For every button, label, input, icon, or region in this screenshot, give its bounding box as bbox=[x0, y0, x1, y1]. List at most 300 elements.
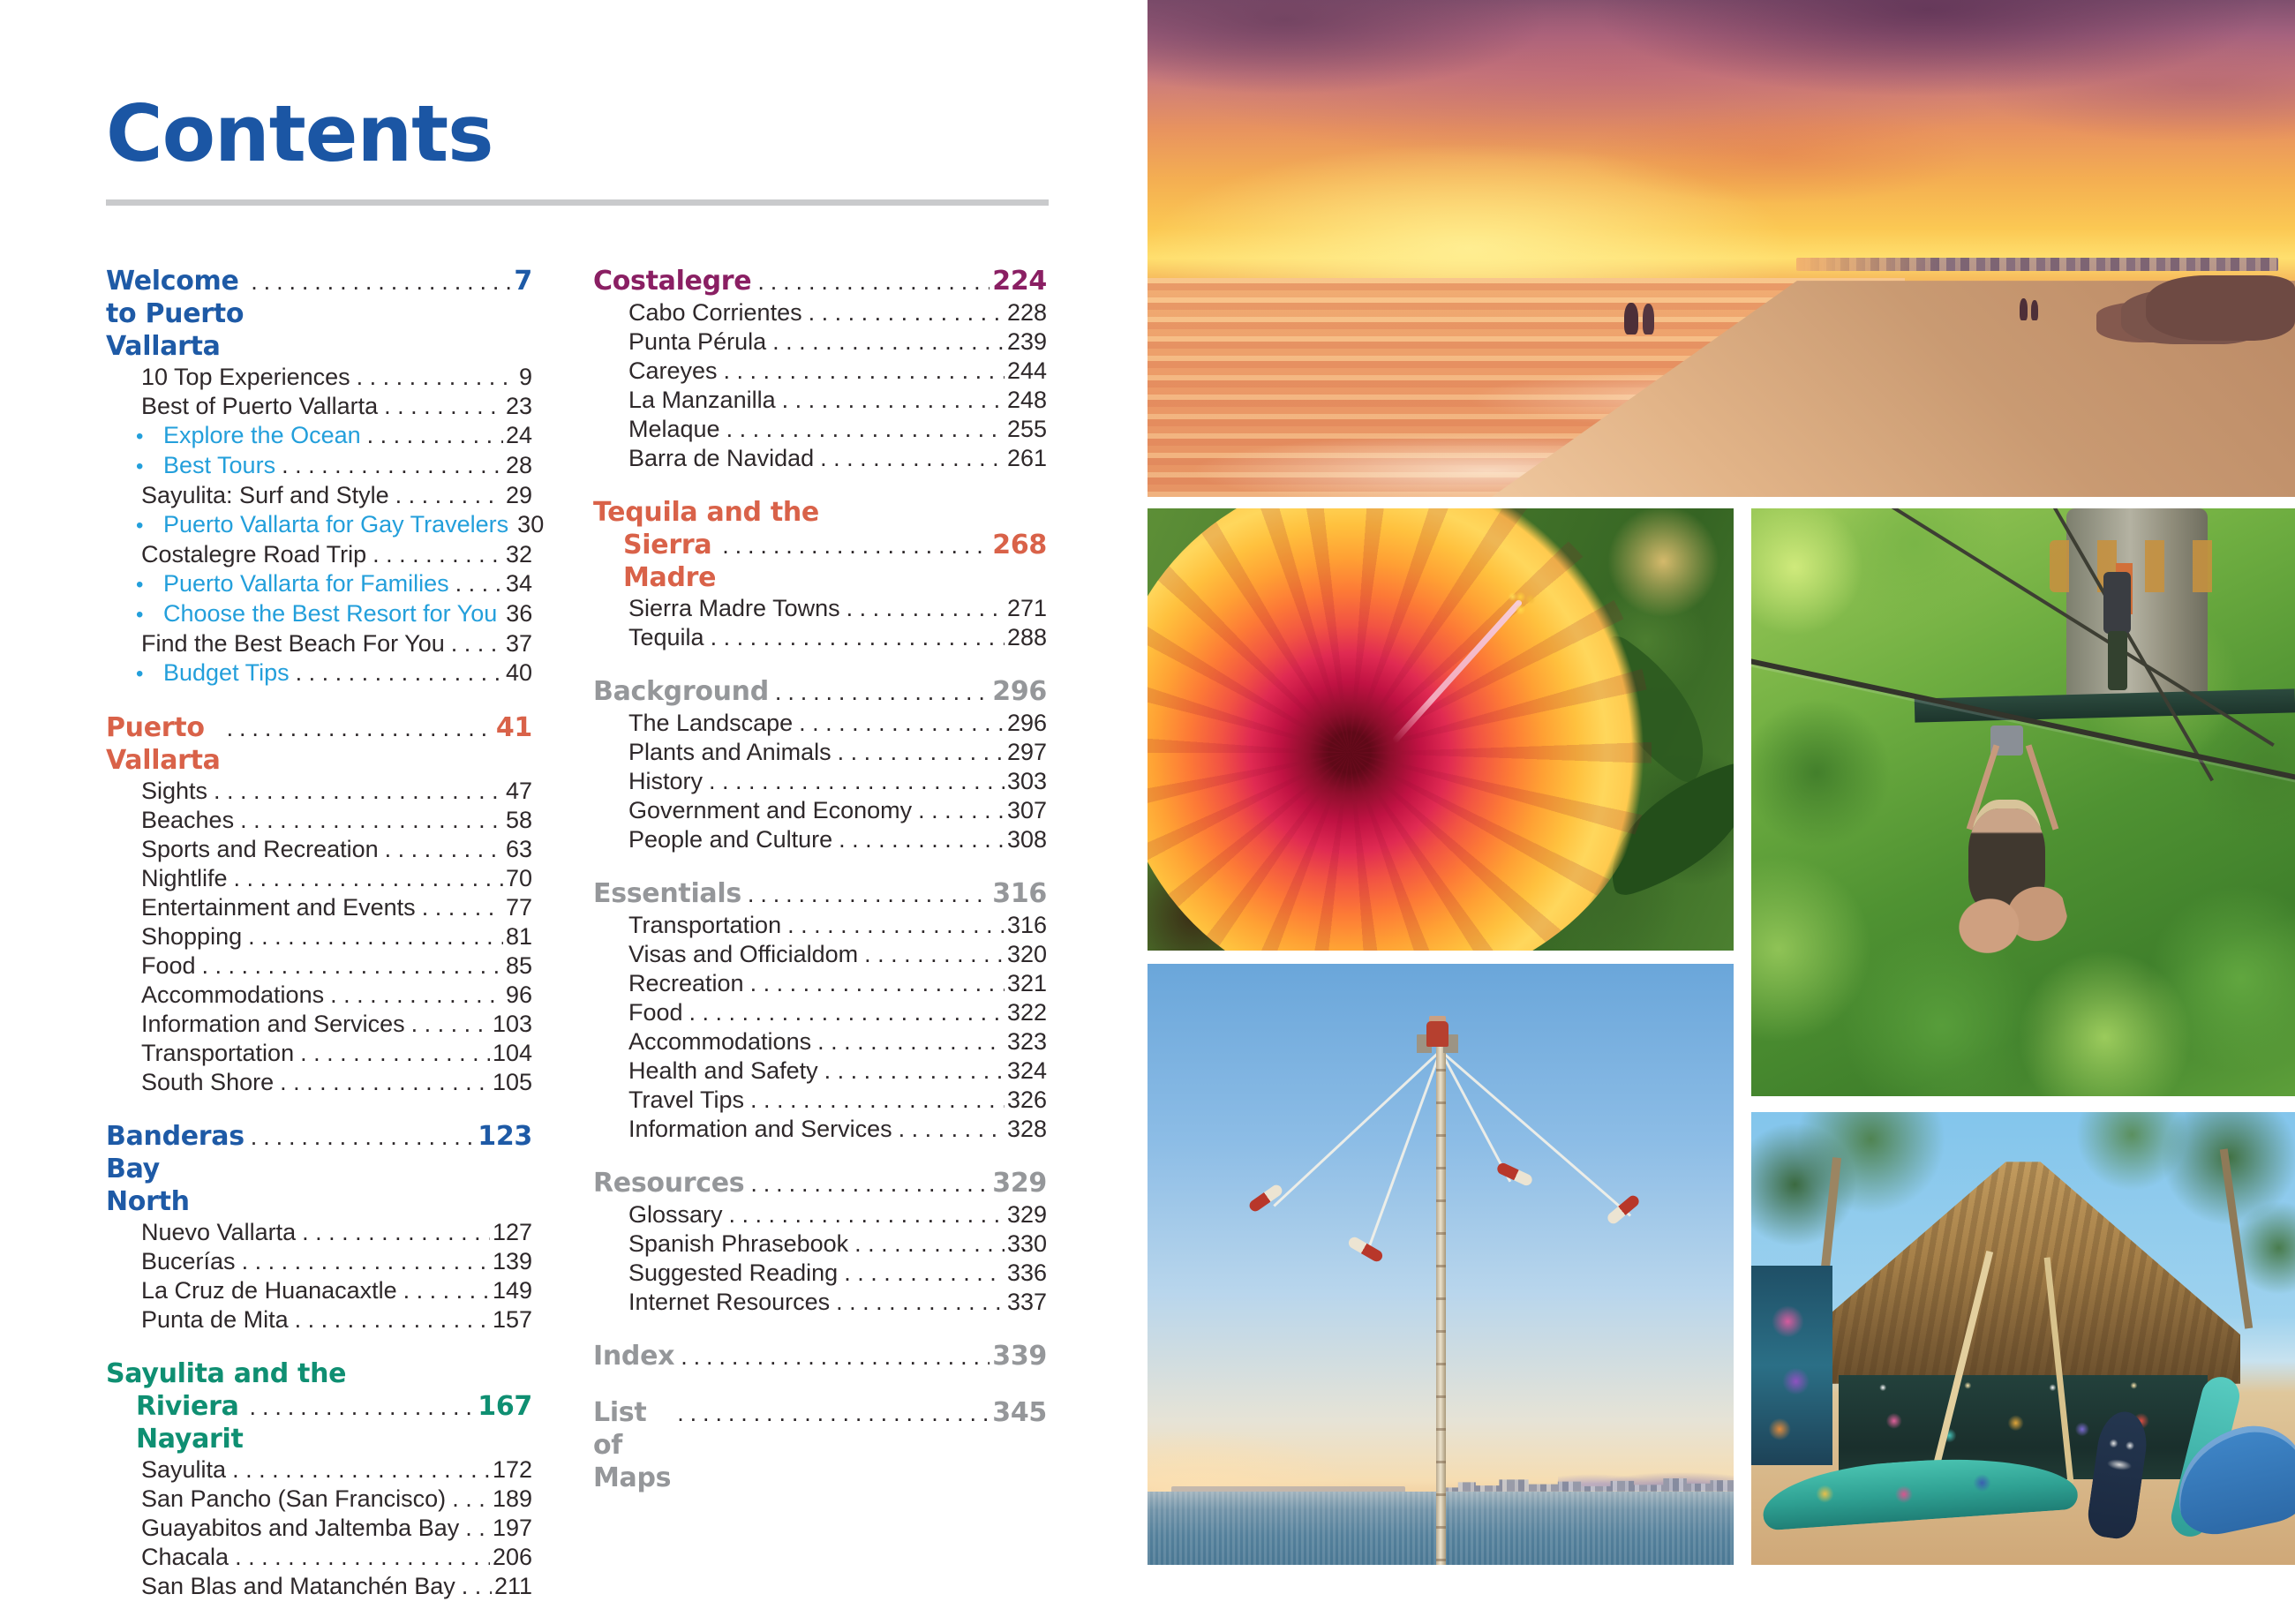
toc-entry-label: Cabo Corrientes bbox=[628, 299, 802, 326]
toc-entry-page-number: 172 bbox=[492, 1456, 532, 1483]
toc-entry bbox=[106, 835, 532, 864]
toc-entry-label: Barra de Navidad bbox=[628, 445, 815, 471]
toc-column-left bbox=[106, 265, 545, 1624]
dot-leader bbox=[234, 864, 503, 893]
toc-entry bbox=[106, 658, 532, 688]
toc-entry bbox=[106, 1068, 532, 1097]
bullet-icon: • bbox=[136, 603, 144, 627]
toc-entry-page-number: 96 bbox=[505, 981, 532, 1008]
toc-entry bbox=[593, 1056, 1047, 1086]
toc-heading-page-number: 41 bbox=[495, 712, 532, 743]
colorful-mural-wall bbox=[1751, 1266, 1832, 1465]
toc-entry bbox=[593, 298, 1047, 327]
flyer-figure bbox=[1247, 1183, 1284, 1214]
toc-entry bbox=[106, 481, 532, 510]
toc-entry-page-number: 329 bbox=[1006, 1201, 1047, 1228]
toc-entry-label: Sayulita bbox=[141, 1456, 227, 1483]
toc-heading-page-number: 316 bbox=[992, 878, 1047, 909]
toc-entry-label: Transportation bbox=[628, 912, 782, 938]
toc-entry bbox=[593, 825, 1047, 854]
toc-entry bbox=[593, 1200, 1047, 1229]
toc-heading-label: List of Maps bbox=[593, 1397, 672, 1493]
flyer-rope bbox=[1365, 1050, 1441, 1255]
toc-entry bbox=[106, 1305, 532, 1335]
toc-entry-label: Transportation bbox=[141, 1040, 295, 1066]
toc-entry bbox=[106, 1010, 532, 1039]
toc-entry bbox=[106, 510, 545, 540]
toc-entry-label: Bucerías bbox=[141, 1248, 236, 1274]
dot-leader bbox=[809, 298, 1005, 327]
title-divider bbox=[106, 199, 1049, 206]
toc-entry-page-number: 127 bbox=[492, 1219, 532, 1245]
toc-entry-label: San Blas and Matanchén Bay bbox=[141, 1573, 455, 1599]
dot-leader bbox=[455, 569, 503, 598]
toc-entry bbox=[593, 1229, 1047, 1259]
dot-leader bbox=[677, 1397, 989, 1430]
toc-entry-page-number: 307 bbox=[1006, 797, 1047, 823]
toc-entry-page-number: 297 bbox=[1006, 739, 1047, 765]
toc-heading-label: Puerto Vallarta bbox=[106, 712, 221, 776]
toc-entry-page-number: 23 bbox=[505, 393, 532, 419]
toc-entry-label: Nuevo Vallarta bbox=[141, 1219, 297, 1245]
toc-heading bbox=[593, 1396, 1047, 1494]
toc-heading-page-number: 345 bbox=[992, 1397, 1047, 1428]
dot-leader bbox=[824, 1056, 1005, 1086]
toc-entry-label: Health and Safety bbox=[628, 1057, 818, 1084]
dot-leader bbox=[757, 266, 989, 298]
toc-entry bbox=[593, 594, 1047, 623]
toc-entry bbox=[593, 998, 1047, 1027]
toc-heading-page-number: 167 bbox=[478, 1391, 532, 1422]
toc-entry-page-number: 32 bbox=[505, 541, 532, 568]
toc-entry bbox=[106, 421, 532, 451]
toc-entry-label: Puerto Vallarta for Gay Travelers bbox=[163, 511, 509, 538]
toc-entry bbox=[106, 864, 532, 893]
toc-entry-label: Entertainment and Events bbox=[141, 894, 416, 921]
dot-leader bbox=[817, 1027, 1005, 1056]
toc-entry bbox=[106, 1218, 532, 1247]
dot-leader bbox=[385, 835, 503, 864]
toc-entry-page-number: 336 bbox=[1006, 1259, 1047, 1286]
jungle-zipline-photo bbox=[1751, 508, 2295, 1096]
toc-entry bbox=[106, 363, 532, 392]
dot-leader bbox=[722, 530, 989, 562]
toc-heading-label: Sierra Madre bbox=[623, 530, 717, 593]
toc-entry-label: Budget Tips bbox=[163, 659, 290, 686]
toc-entry-label: Food bbox=[628, 999, 683, 1026]
toc-entry-page-number: 157 bbox=[492, 1306, 532, 1333]
toc-entry-page-number: 330 bbox=[1006, 1230, 1047, 1257]
toc-entry-label: Find the Best Beach For You bbox=[141, 630, 445, 657]
toc-heading-page-number: 329 bbox=[992, 1168, 1047, 1199]
toc-heading-page-number: 7 bbox=[514, 266, 532, 297]
toc-heading bbox=[106, 711, 532, 777]
toc-entry-label: Melaque bbox=[628, 416, 720, 442]
dot-leader bbox=[782, 386, 1005, 415]
toc-entry-label: Chacala bbox=[141, 1544, 230, 1570]
toc-entry-label: Accommodations bbox=[141, 981, 325, 1008]
toc-entry-page-number: 211 bbox=[493, 1573, 532, 1599]
toc-entry-page-number: 70 bbox=[505, 865, 532, 891]
toc-entry bbox=[106, 569, 532, 599]
toc-heading-label: Index bbox=[593, 1341, 675, 1372]
dot-leader bbox=[422, 893, 503, 922]
toc-entry-label: La Cruz de Huanacaxtle bbox=[141, 1277, 397, 1304]
toc-entry-page-number: 103 bbox=[492, 1011, 532, 1037]
toc-section-background bbox=[593, 675, 1047, 854]
toc-entry-page-number: 322 bbox=[1006, 999, 1047, 1026]
toc-entry-label: Information and Services bbox=[141, 1011, 405, 1037]
dot-leader bbox=[899, 1115, 1005, 1144]
rock-jetty bbox=[2146, 275, 2295, 340]
toc-entry-page-number: 261 bbox=[1006, 445, 1047, 471]
toc-entry bbox=[106, 922, 532, 951]
toc-entry-label: History bbox=[628, 768, 704, 794]
dot-leader bbox=[748, 878, 989, 911]
toc-heading-page-number: 339 bbox=[992, 1341, 1047, 1372]
toc-heading bbox=[593, 529, 1047, 594]
toc-entry bbox=[593, 767, 1047, 796]
toc-entry-page-number: 326 bbox=[1006, 1086, 1047, 1113]
dot-leader bbox=[251, 266, 511, 298]
toc-entry-label: Best of Puerto Vallarta bbox=[141, 393, 379, 419]
toc-entry bbox=[106, 777, 532, 806]
toc-entry-label: Punta de Mita bbox=[141, 1306, 289, 1333]
sunset-beach-photo bbox=[1148, 0, 2295, 497]
toc-entry-page-number: 189 bbox=[492, 1485, 532, 1512]
toc-entry bbox=[106, 1514, 532, 1543]
toc-section-puerto-vallarta bbox=[106, 711, 532, 1097]
toc-entry bbox=[106, 951, 532, 981]
dot-leader bbox=[452, 1485, 490, 1514]
toc-heading bbox=[593, 877, 1047, 911]
toc-entry-page-number: 77 bbox=[505, 894, 532, 921]
toc-heading-page-number: 296 bbox=[992, 676, 1047, 707]
toc-entry-label: Visas and Officialdom bbox=[628, 941, 859, 967]
toc-entry-label: Travel Tips bbox=[628, 1086, 745, 1113]
toc-entry-page-number: 47 bbox=[505, 778, 532, 804]
dot-leader bbox=[799, 709, 1005, 738]
dot-leader bbox=[214, 777, 503, 806]
flyer-figure bbox=[1346, 1235, 1384, 1263]
dot-leader bbox=[280, 1068, 490, 1097]
toc-entry bbox=[106, 1543, 532, 1572]
dot-leader bbox=[838, 738, 1005, 767]
dot-leader bbox=[918, 796, 1005, 825]
dot-leader bbox=[330, 981, 503, 1010]
toc-entry-page-number: 328 bbox=[1006, 1116, 1047, 1142]
toc-entry bbox=[106, 981, 532, 1010]
dot-leader bbox=[251, 1121, 475, 1154]
pole-top-musician bbox=[1426, 1021, 1448, 1047]
dot-leader bbox=[711, 623, 1005, 652]
walking-couple bbox=[1624, 303, 1659, 338]
dot-leader bbox=[372, 540, 503, 569]
flyer-figure bbox=[1495, 1161, 1534, 1187]
dot-leader bbox=[787, 911, 1005, 940]
toc-heading bbox=[106, 1357, 532, 1390]
dot-leader bbox=[750, 1168, 989, 1200]
dot-leader bbox=[202, 951, 503, 981]
dot-leader bbox=[227, 712, 493, 745]
toc-entry-page-number: 308 bbox=[1006, 826, 1047, 853]
dot-leader bbox=[681, 1341, 989, 1373]
toc-entry bbox=[106, 540, 532, 569]
toc-entry-page-number: 37 bbox=[505, 630, 532, 657]
dot-leader bbox=[726, 415, 1005, 444]
dot-leader bbox=[235, 1543, 490, 1572]
toc-section-tequila-sierra-madre bbox=[593, 496, 1047, 652]
dot-leader bbox=[465, 1514, 490, 1543]
toc-entry-page-number: 206 bbox=[492, 1544, 532, 1570]
toc-entry-page-number: 63 bbox=[505, 836, 532, 862]
toc-entry bbox=[593, 1086, 1047, 1115]
dot-leader bbox=[357, 363, 516, 392]
dot-leader bbox=[248, 922, 503, 951]
bullet-icon: • bbox=[136, 662, 144, 686]
toc-entry bbox=[106, 629, 532, 658]
toc-entry-page-number: 139 bbox=[492, 1248, 532, 1274]
toc-entry-label: Costalegre Road Trip bbox=[141, 541, 367, 568]
toc-entry-label: People and Culture bbox=[628, 826, 833, 853]
toc-entry-page-number: 288 bbox=[1006, 624, 1047, 650]
toc-entry bbox=[593, 415, 1047, 444]
toc-entry bbox=[593, 969, 1047, 998]
toc-section-banderas-bay-north bbox=[106, 1120, 532, 1335]
toc-heading-label: Sayulita and the bbox=[106, 1358, 347, 1389]
dot-leader bbox=[750, 1086, 1005, 1115]
toc-heading bbox=[106, 1120, 532, 1218]
toc-entry bbox=[106, 1455, 532, 1485]
toc-entry-label: Guayabitos and Jaltemba Bay bbox=[141, 1515, 460, 1541]
toc-entry-label: Beaches bbox=[141, 807, 235, 833]
toc-entry-label: Information and Services bbox=[628, 1116, 892, 1142]
dot-leader bbox=[839, 825, 1005, 854]
toc-entry-page-number: 337 bbox=[1006, 1289, 1047, 1315]
toc-heading-label: Costalegre bbox=[593, 266, 752, 297]
toc-entry-label: South Shore bbox=[141, 1069, 275, 1095]
dot-leader bbox=[729, 1200, 1005, 1229]
toc-entry bbox=[593, 386, 1047, 415]
toc-entry-page-number: 29 bbox=[505, 482, 532, 508]
dot-leader bbox=[689, 998, 1005, 1027]
dot-leader bbox=[250, 1391, 476, 1424]
toc-heading-label: Resources bbox=[593, 1168, 745, 1199]
toc-heading bbox=[106, 265, 532, 363]
toc-entry-page-number: 105 bbox=[492, 1069, 532, 1095]
dot-leader bbox=[462, 1572, 492, 1601]
toc-heading bbox=[106, 1390, 532, 1455]
toc-entry-label: Sports and Recreation bbox=[141, 836, 379, 862]
toc-entry-page-number: 40 bbox=[505, 659, 532, 686]
toc-entry-page-number: 244 bbox=[1006, 357, 1047, 384]
voladores-pole bbox=[1436, 1039, 1446, 1565]
toc-entry-label: La Manzanilla bbox=[628, 387, 776, 413]
toc-entry bbox=[593, 911, 1047, 940]
hibiscus-flower-photo bbox=[1148, 508, 1734, 951]
toc-entry-label: Sights bbox=[141, 778, 208, 804]
toc-entry bbox=[106, 1039, 532, 1068]
toc-entry-page-number: 323 bbox=[1006, 1028, 1047, 1055]
toc-entry-page-number: 296 bbox=[1006, 710, 1047, 736]
toc-entry-label: Suggested Reading bbox=[628, 1259, 839, 1286]
toc-entry-label: The Landscape bbox=[628, 710, 794, 736]
toc-entry-label: Explore the Ocean bbox=[163, 422, 361, 448]
dot-leader bbox=[820, 444, 1005, 473]
toc-heading-label: Welcome to Puerto Vallarta bbox=[106, 266, 245, 362]
toc-entry bbox=[106, 599, 532, 629]
toc-entry-page-number: 255 bbox=[1006, 416, 1047, 442]
toc-heading-label: Tequila and the bbox=[593, 497, 819, 528]
toc-entry-page-number: 228 bbox=[1006, 299, 1047, 326]
toc-entry-page-number: 24 bbox=[505, 422, 532, 448]
toc-section-essentials bbox=[593, 877, 1047, 1144]
toc-heading-label: Riviera Nayarit bbox=[136, 1391, 244, 1455]
dot-leader bbox=[772, 327, 1005, 357]
toc-entry-label: Best Tours bbox=[163, 452, 276, 478]
voladores-pole-photo bbox=[1148, 964, 1734, 1565]
toc-entry-page-number: 36 bbox=[506, 600, 533, 627]
toc-entry-label: Careyes bbox=[628, 357, 718, 384]
toc-entry-label: Government and Economy bbox=[628, 797, 913, 823]
dot-leader bbox=[282, 451, 503, 480]
toc-entry bbox=[593, 444, 1047, 473]
toc-heading bbox=[593, 496, 1047, 529]
dot-leader bbox=[242, 1247, 490, 1276]
toc-entry-page-number: 149 bbox=[492, 1277, 532, 1304]
toc-entry-label: Choose the Best Resort for You bbox=[163, 600, 498, 627]
bullet-icon: • bbox=[136, 455, 144, 478]
dot-leader bbox=[240, 806, 503, 835]
flyer-rope bbox=[1440, 1049, 1631, 1216]
toc-entry bbox=[593, 357, 1047, 386]
toc-heading-page-number: 268 bbox=[992, 530, 1047, 560]
toc-entry-label: Internet Resources bbox=[628, 1289, 831, 1315]
toc-heading-page-number: 123 bbox=[478, 1121, 532, 1152]
beach-palapa-photo bbox=[1751, 1112, 2295, 1565]
toc-entry-label: Spanish Phrasebook bbox=[628, 1230, 849, 1257]
toc-entry bbox=[593, 1115, 1047, 1144]
toc-entry-page-number: 197 bbox=[492, 1515, 532, 1541]
toc-entry-page-number: 320 bbox=[1006, 941, 1047, 967]
dot-leader bbox=[724, 357, 1005, 386]
toc-entry-label: Plants and Animals bbox=[628, 739, 831, 765]
dot-leader bbox=[395, 481, 503, 510]
toc-column-right bbox=[593, 265, 1047, 1517]
dot-leader bbox=[302, 1218, 490, 1247]
toc-section-resources bbox=[593, 1167, 1047, 1317]
toc-entry-page-number: 303 bbox=[1006, 768, 1047, 794]
toc-entry bbox=[106, 1485, 532, 1514]
bullet-icon: • bbox=[136, 573, 144, 597]
city-skyline bbox=[1796, 258, 2278, 272]
toc-entry bbox=[106, 451, 532, 481]
dot-leader bbox=[403, 1276, 490, 1305]
toc-entry-label: Shopping bbox=[141, 923, 243, 950]
toc-entry-page-number: 85 bbox=[505, 952, 532, 979]
dot-leader bbox=[411, 1010, 490, 1039]
dot-leader bbox=[367, 421, 503, 450]
toc-entry bbox=[106, 1247, 532, 1276]
thatched-roof bbox=[1806, 1162, 2241, 1383]
flyer-rope bbox=[1273, 1049, 1441, 1207]
toc-section-costalegre bbox=[593, 265, 1047, 473]
toc-entry-page-number: 9 bbox=[518, 364, 532, 390]
toc-entry-label: Nightlife bbox=[141, 865, 228, 891]
toc-heading bbox=[593, 1167, 1047, 1200]
toc-heading bbox=[593, 1340, 1047, 1373]
flyer-rope bbox=[1440, 1049, 1512, 1182]
dot-leader bbox=[709, 767, 1005, 796]
toc-section-welcome bbox=[106, 265, 545, 688]
toc-entry-page-number: 104 bbox=[492, 1040, 532, 1066]
bullet-icon: • bbox=[136, 514, 144, 538]
toc-entry-page-number: 58 bbox=[505, 807, 532, 833]
toc-entry bbox=[593, 796, 1047, 825]
toc-entry-label: Puerto Vallarta for Families bbox=[163, 570, 449, 597]
zipline-cable bbox=[1751, 650, 2295, 791]
toc-entry bbox=[106, 806, 532, 835]
toc-entry-label: 10 Top Experiences bbox=[141, 364, 350, 390]
toc-entry-label: Accommodations bbox=[628, 1028, 812, 1055]
dot-leader bbox=[300, 1039, 490, 1068]
dot-leader bbox=[750, 969, 1005, 998]
toc-entry bbox=[106, 893, 532, 922]
toc-entry-label: Glossary bbox=[628, 1201, 723, 1228]
toc-entry-page-number: 248 bbox=[1006, 387, 1047, 413]
toc-entry bbox=[593, 1288, 1047, 1317]
dot-leader bbox=[775, 676, 989, 709]
toc-entry-label: San Pancho (San Francisco) bbox=[141, 1485, 447, 1512]
dot-leader bbox=[854, 1229, 1005, 1259]
toc-heading-label: Background bbox=[593, 676, 769, 707]
dot-leader bbox=[847, 594, 1005, 623]
toc-entry-page-number: 34 bbox=[505, 570, 532, 597]
toc-entry bbox=[106, 1572, 532, 1601]
palm-trunk bbox=[2220, 1148, 2253, 1328]
toc-heading-label: Essentials bbox=[593, 878, 741, 909]
toc-heading-page-number: 224 bbox=[992, 266, 1047, 297]
toc-heading-label: Banderas Bay North bbox=[106, 1121, 245, 1217]
dot-leader bbox=[836, 1288, 1005, 1317]
dot-leader bbox=[384, 392, 503, 421]
dot-leader bbox=[295, 1305, 490, 1335]
toc-entry-page-number: 28 bbox=[505, 452, 532, 478]
toc-entry-page-number: 324 bbox=[1006, 1057, 1047, 1084]
toc-heading bbox=[593, 265, 1047, 298]
toc-entry-label: Punta Pérula bbox=[628, 328, 767, 355]
dot-leader bbox=[451, 629, 503, 658]
toc-entry-page-number: 321 bbox=[1006, 970, 1047, 996]
toc-entry bbox=[593, 327, 1047, 357]
bullet-icon: • bbox=[136, 425, 144, 448]
toc-entry bbox=[593, 623, 1047, 652]
dot-leader bbox=[844, 1259, 1005, 1288]
toc-entry-page-number: 81 bbox=[505, 923, 532, 950]
toc-entry-label: Recreation bbox=[628, 970, 744, 996]
dot-leader bbox=[296, 658, 503, 688]
toc-entry-page-number: 30 bbox=[517, 511, 545, 538]
toc-entry bbox=[593, 940, 1047, 969]
toc-section-list-of-maps bbox=[593, 1396, 1047, 1494]
toc-entry-page-number: 271 bbox=[1006, 595, 1047, 621]
toc-section-index bbox=[593, 1340, 1047, 1373]
toc-entry bbox=[593, 709, 1047, 738]
dot-leader bbox=[864, 940, 1005, 969]
toc-entry-label: Food bbox=[141, 952, 196, 979]
toc-entry bbox=[593, 1259, 1047, 1288]
page-title: Contents bbox=[106, 88, 493, 179]
